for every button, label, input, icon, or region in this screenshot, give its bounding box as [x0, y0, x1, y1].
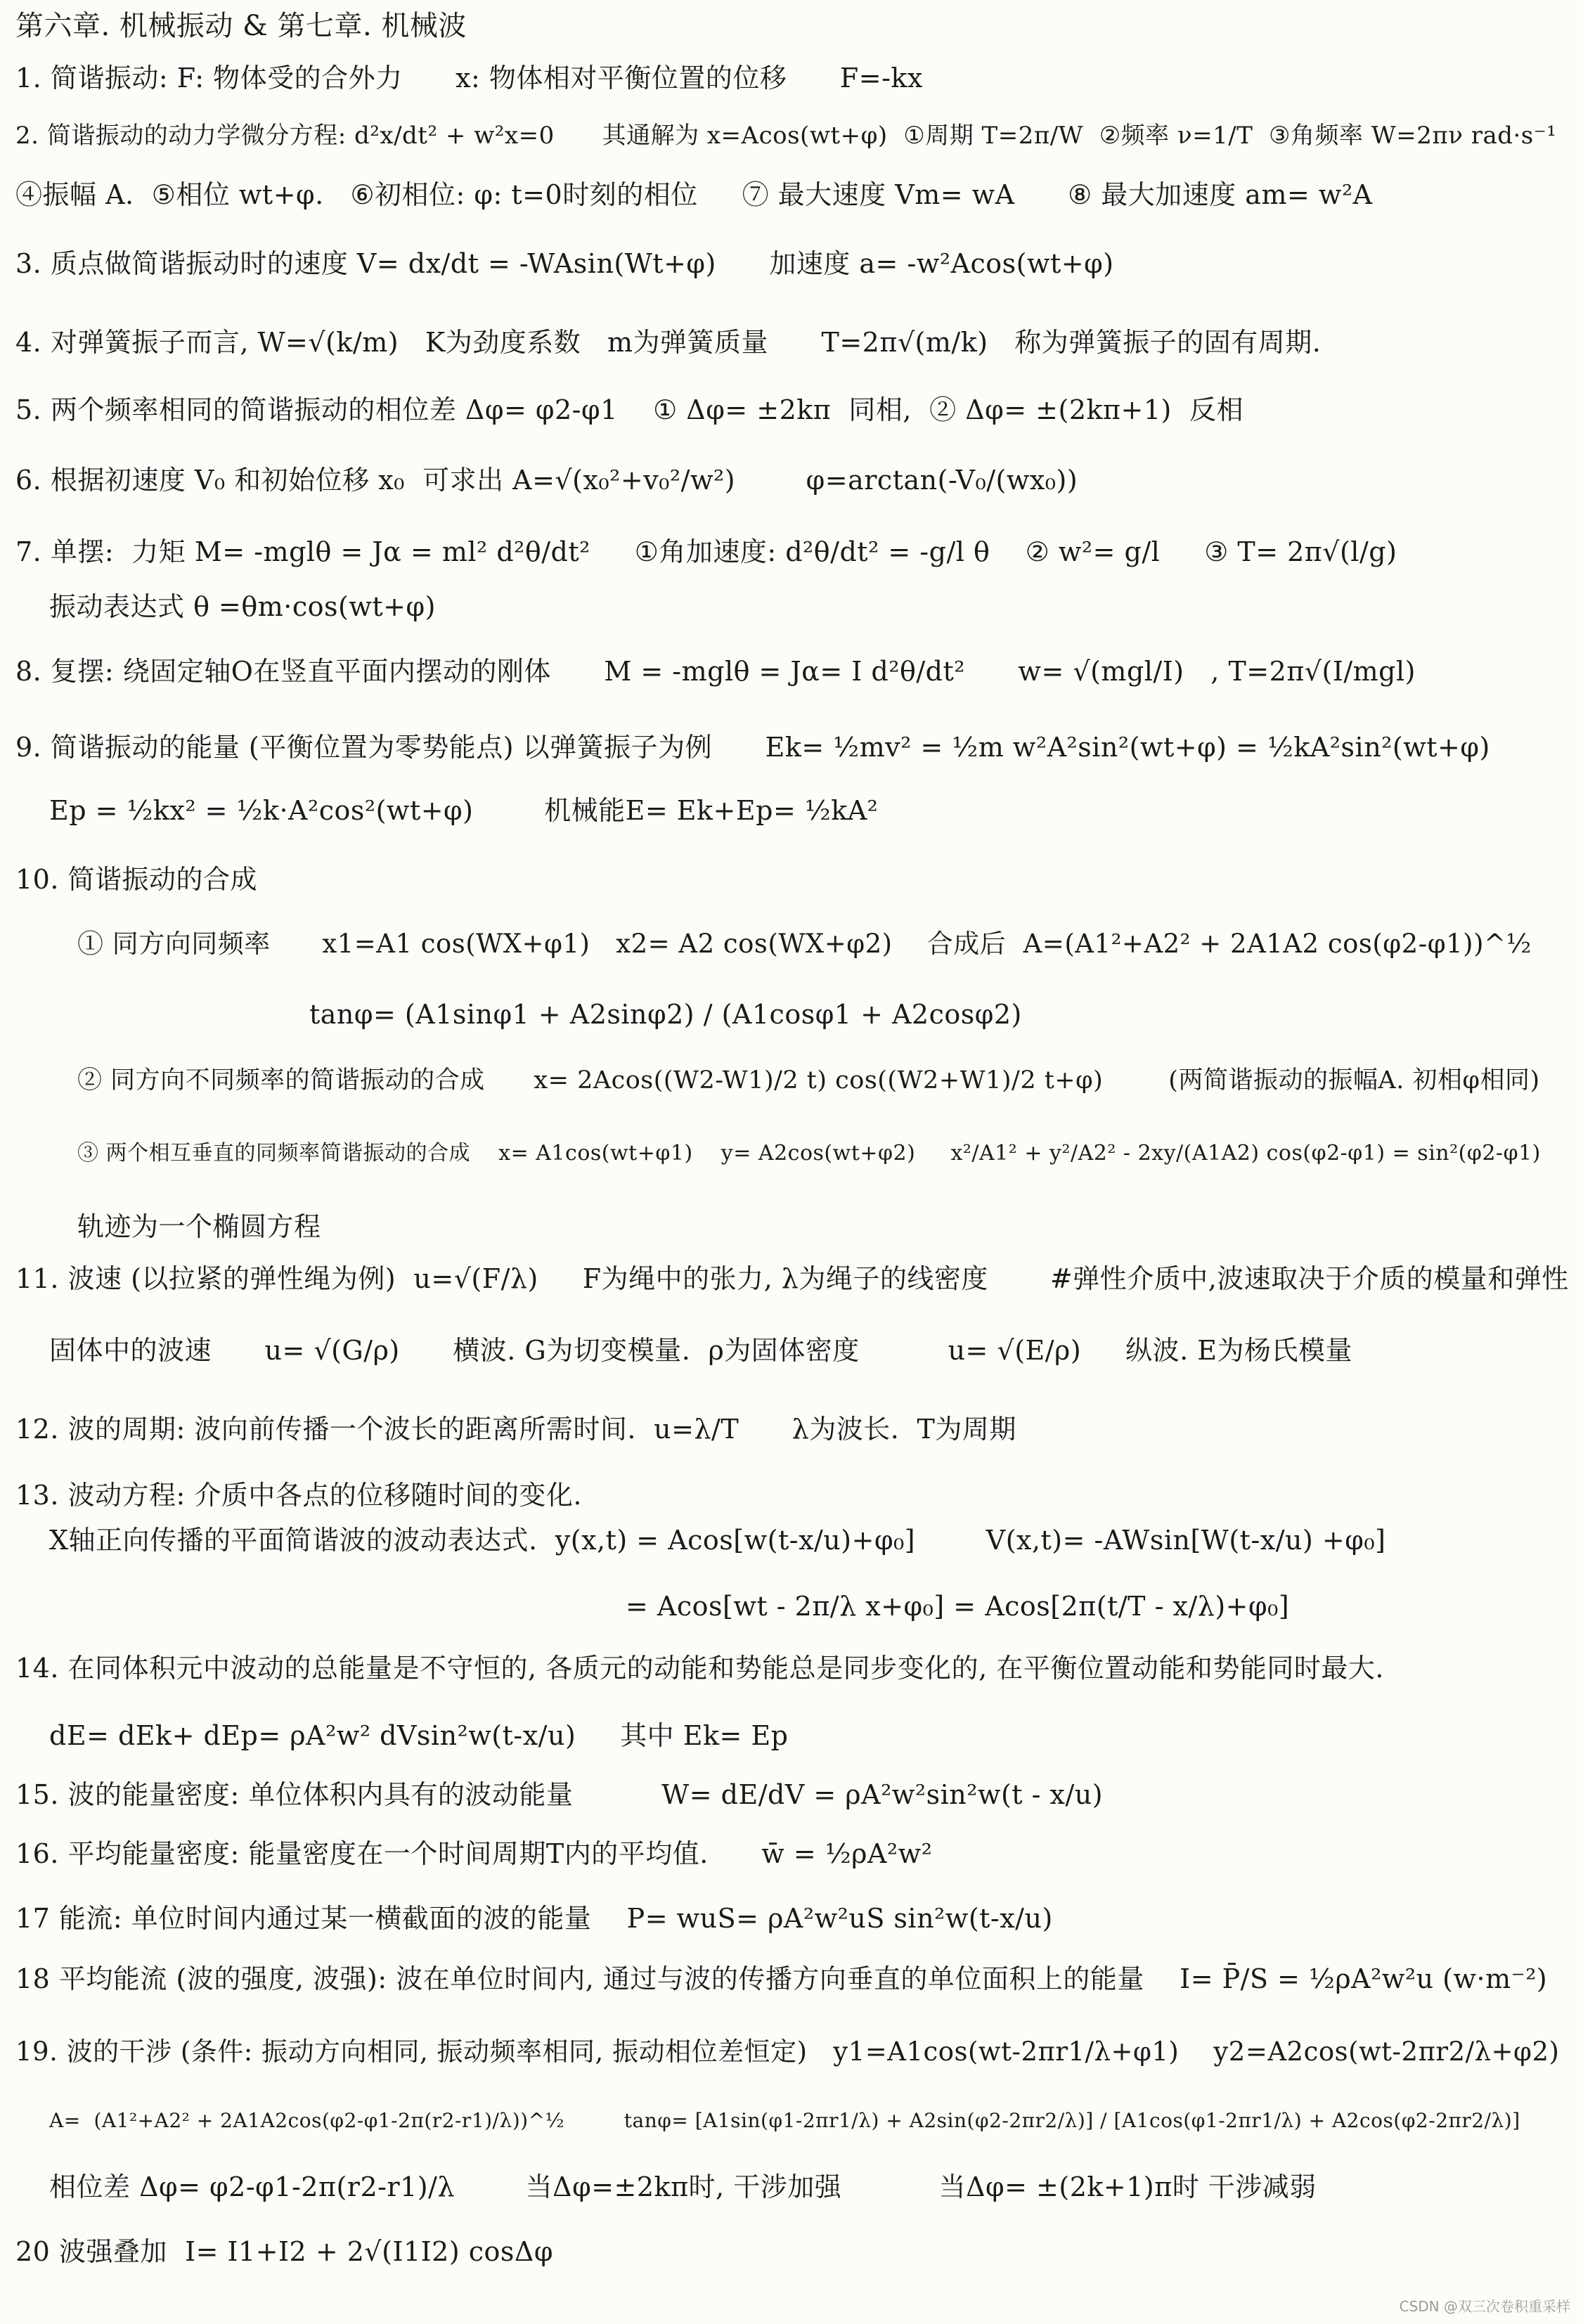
note-line-10-a-tan: tanφ= (A1sinφ1 + A2sinφ2) / (A1cosφ1 + A2cosφ2) [309, 999, 1022, 1030]
note-line-17: 17 能流: 单位时间内通过某一横截面的波的能量 P= wuS= ρA²w²uS sin²w(t-x/u) [15, 1903, 1053, 1934]
note-line-12: 12. 波的周期: 波向前传播一个波长的距离所需时间. u=λ/T λ为波长. T为周期 [15, 1414, 1016, 1445]
note-line-8: 8. 复摆: 绕固定轴O在竖直平面内摆动的刚体 M = -mglθ = Jα= I d²θ/dt² w= √(mgl/I) , T=2π√(I/mgl) [15, 656, 1416, 687]
note-line-3: 3. 质点做简谐振动时的速度 V= dx/dt = -WAsin(Wt+φ) 加速度 a= -w²Acos(wt+φ) [15, 248, 1114, 279]
note-line-18: 18 平均能流 (波的强度, 波强): 波在单位时间内, 通过与波的传播方向垂直的单位面积上的能量 I= P̄/S = ½ρA²w²u (w·m⁻²) [15, 1963, 1548, 1994]
note-line-9: 9. 简谐振动的能量 (平衡位置为零势能点) 以弹簧振子为例 Ek= ½mv² = ½m w²A²sin²(wt+φ) = ½kA²sin²(wt+φ) [15, 732, 1490, 763]
note-line-10-c: ③ 两个相互垂直的同频率简谐振动的合成 x= A1cos(wt+φ1) y= A2cos(wt+φ2) x²/A1² + y²/A2² - 2xy/(A1A2) cos(φ2-φ1) = sin²(φ2-φ1) [77, 1141, 1541, 1166]
note-line-15: 15. 波的能量密度: 单位体积内具有的波动能量 W= dE/dV = ρA²w²sin²w(t - x/u) [15, 1779, 1104, 1810]
note-line-5: 5. 两个频率相同的简谐振动的相位差 Δφ= φ2-φ1 ① Δφ= ±2kπ 同相, ② Δφ= ±(2kπ+1) 反相 [15, 394, 1244, 425]
note-line-9-cont: Ep = ½kx² = ½k·A²cos²(wt+φ) 机械能E= Ek+Ep= ½kA² [49, 795, 879, 826]
note-line-19: 19. 波的干涉 (条件: 振动方向相同, 振动频率相同, 振动相位差恒定) y1=A1cos(wt-2πr1/λ+φ1) y2=A2cos(wt-2πr2/λ+φ2) [15, 2036, 1560, 2067]
note-line-11-cont: 固体中的波速 u= √(G/ρ) 横波. G为切变模量. ρ为固体密度 u= √(E/ρ) 纵波. E为杨氏模量 [49, 1335, 1353, 1366]
note-line-6: 6. 根据初速度 V₀ 和初始位移 x₀ 可求出 A=√(x₀²+v₀²/w²) φ=arctan(-V₀/(wx₀)) [15, 465, 1078, 496]
note-line-7-cont: 振动表达式 θ =θm·cos(wt+φ) [49, 591, 436, 622]
note-line-13-eq: = Acos[wt - 2π/λ x+φ₀] = Acos[2π(t/T - x/λ)+φ₀] [626, 1591, 1290, 1622]
chapter-title: 第六章. 机械振动 & 第七章. 机械波 [15, 10, 467, 42]
note-line-10-a: ① 同方向同频率 x1=A1 cos(WX+φ1) x2= A2 cos(WX+φ2) 合成后 A=(A1²+A2² + 2A1A2 cos(φ2-φ1))^½ [77, 929, 1532, 959]
note-line-4: 4. 对弹簧振子而言, W=√(k/m) K为劲度系数 m为弹簧质量 T=2π√(m/k) 称为弹簧振子的固有周期. [15, 327, 1322, 358]
note-line-10: 10. 简谐振动的合成 [15, 864, 258, 895]
note-line-13: 13. 波动方程: 介质中各点的位移随时间的变化. [15, 1480, 582, 1511]
note-line-19-amp: A= (A1²+A2² + 2A1A2cos(φ2-φ1-2π(r2-r1)/λ))^½ tanφ= [A1sin(φ1-2πr1/λ) + A2sin(φ2-2πr2/λ)] / [A1cos(φ1-2πr1/λ) + A2cos(φ2-2πr2/λ)] [49, 2109, 1520, 2132]
csdn-watermark: CSDN @双三次卷积重采样 [1399, 2298, 1570, 2315]
note-line-14-cont: dE= dEk+ dEp= ρA²w² dVsin²w(t-x/u) 其中 Ek= Ep [49, 1720, 789, 1751]
note-line-16: 16. 平均能量密度: 能量密度在一个时间周期T内的平均值. w̄ = ½ρA²w² [15, 1838, 933, 1869]
note-line-11: 11. 波速 (以拉紧的弹性绳为例) u=√(F/λ) F为绳中的张力, λ为绳子的线密度 #弹性介质中,波速取决于介质的模量和弹性 [15, 1263, 1569, 1294]
note-line-10-b: ② 同方向不同频率的简谐振动的合成 x= 2Acos((W2-W1)/2 t) cos((W2+W1)/2 t+φ) (两简谐振动的振幅A. 初相φ相同) [77, 1066, 1540, 1095]
note-line-7: 7. 单摆: 力矩 M= -mglθ = Jα = ml² d²θ/dt² ①角加速度: d²θ/dt² = -g/l θ ② w²= g/l ③ T= 2π√(l/g) [15, 536, 1397, 567]
note-line-10-c-cont: 轨迹为一个椭圆方程 [77, 1211, 321, 1242]
note-line-13-cont: X轴正向传播的平面简谐波的波动表达式. y(x,t) = Acos[w(t-x/u)+φ₀] V(x,t)= -AWsin[W(t-x/u) +φ₀] [49, 1525, 1386, 1556]
note-line-2-cont: ④振幅 A. ⑤相位 wt+φ. ⑥初相位: φ: t=0时刻的相位 ⑦ 最大速度 Vm= wA ⑧ 最大加速度 am= w²A [15, 179, 1373, 210]
note-line-1: 1. 简谐振动: F: 物体受的合外力 x: 物体相对平衡位置的位移 F=-kx [15, 63, 923, 93]
note-line-2: 2. 简谐振动的动力学微分方程: d²x/dt² + w²x=0 其通解为 x=Acos(wt+φ) ①周期 T=2π/W ②频率 ν=1/T ③角频率 W=2πν rad·s⁻¹ [15, 122, 1557, 150]
note-line-19-phase: 相位差 Δφ= φ2-φ1-2π(r2-r1)/λ 当Δφ=±2kπ时, 干涉加强 当Δφ= ±(2k+1)π时 干涉减弱 [49, 2171, 1317, 2202]
note-line-14: 14. 在同体积元中波动的总能量是不守恒的, 各质元的动能和势能总是同步变化的, 在平衡位置动能和势能同时最大. [15, 1653, 1384, 1684]
note-line-20: 20 波强叠加 I= I1+I2 + 2√(I1I2) cosΔφ [15, 2236, 553, 2267]
